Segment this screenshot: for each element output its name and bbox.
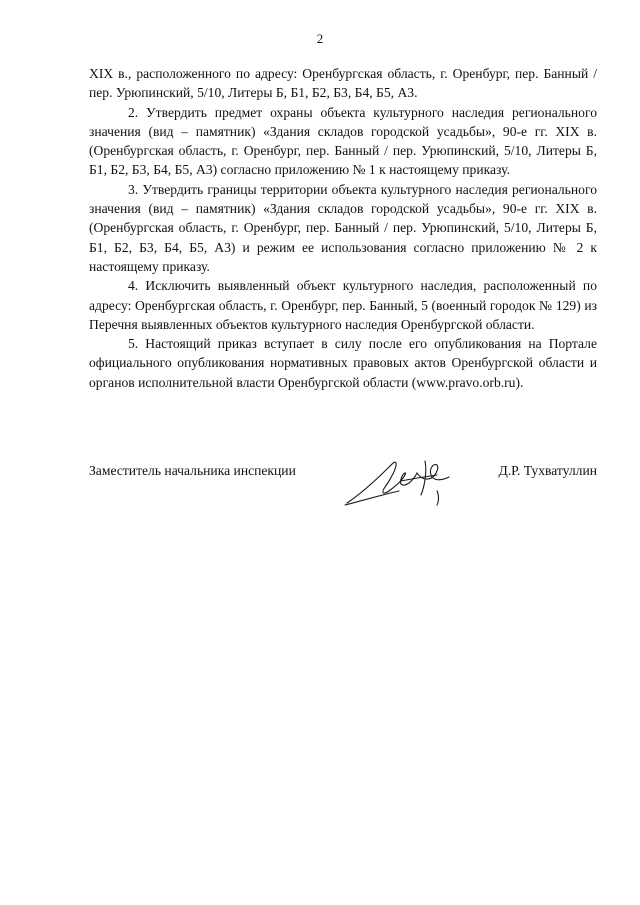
- signature-block: [89, 463, 597, 523]
- page-number: 2: [316, 31, 324, 46]
- paragraph-item-4: 4. Исключить выявленный объект культурного наследия, расположенный по адресу: Оренбургская область, г. Оренбург, пер. Банный, 5 (военный городок № 129) из Перечня выявленных объектов культурного наследия Оренбургской области.: [89, 278, 597, 332]
- paragraph-item-2: 2. Утвердить предмет охраны объекта культурного наследия регионального значения (вид – памятник) «Здания складов городской усадьбы», 90-е гг. XIX в. (Оренбургская область, г. Оренбург, пер. Банный / пер. Урюпинский, 5/10, Литеры Б, Б1, Б2, Б3, Б4, Б5, А3) согласно приложению № 1 к настоящему приказу.: [89, 104, 597, 178]
- signatory-name: Д.Р. Тухватуллин: [498, 463, 597, 478]
- paragraph-item-3: 3. Утвердить границы территории объекта культурного наследия регионального значения (вид – памятник) «Здания складов городской усадьбы», 90-е гг. XIX в. (Оренбургская область, г. Оренбург, пер. Банный / пер. Урюпинский, 5/10, Литеры Б, Б1, Б2, Б3, Б4, Б5, А3) и режим ее использования согласно приложению № 2 к настоящему приказу.: [89, 181, 597, 274]
- signatory-position: Заместитель начальника инспекции: [89, 463, 296, 478]
- paragraph-continuation: XIX в., расположенного по адресу: Оренбургская область, г. Оренбург, пер. Банный / пер. Урюпинский, 5/10, Литеры Б, Б1, Б2, Б3, Б4, Б5, А3.: [89, 66, 597, 101]
- document-body: [89, 64, 597, 392]
- handwritten-signature: [341, 451, 461, 515]
- paragraph-item-5: 5. Настоящий приказ вступает в силу после его опубликования на Портале официального опубликования нормативных правовых актов Оренбургской области и органов исполнительной власти Оренбургской области (www.pravo.orb.ru).: [89, 336, 597, 390]
